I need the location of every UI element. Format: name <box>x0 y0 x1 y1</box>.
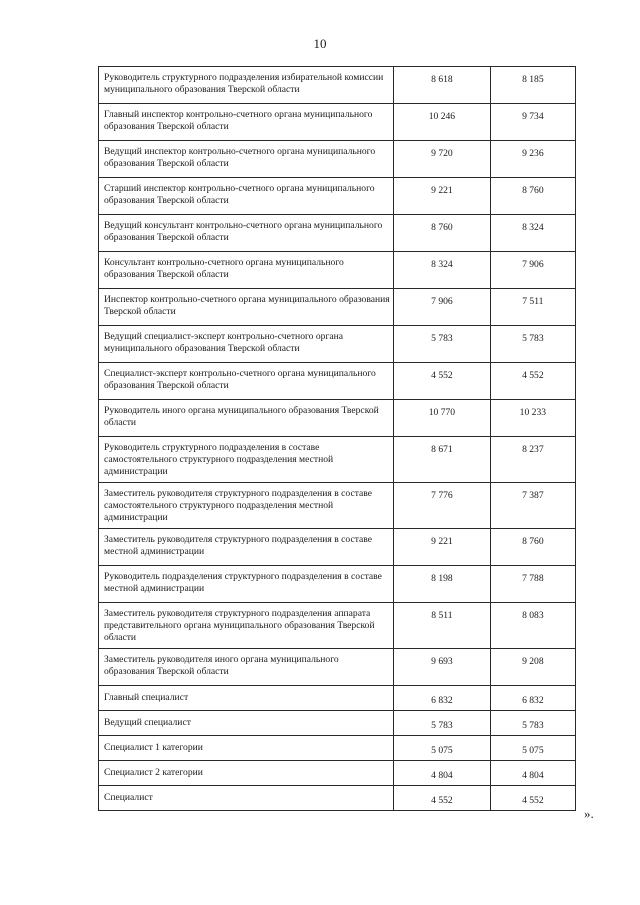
table-row <box>99 289 576 326</box>
value-1-cell: 8 324 <box>394 252 491 289</box>
value-2-cell: 7 387 <box>490 483 575 529</box>
table-row <box>99 363 576 400</box>
value-1-cell: 5 783 <box>394 326 491 363</box>
value-1-cell: 8 618 <box>394 67 491 104</box>
value-2-cell: 8 760 <box>490 529 575 566</box>
position-cell: Специалист 2 категории <box>99 761 394 786</box>
position-cell: Руководитель структурного подразделения в составе самостоятельного структурного подразделения местной администрации <box>99 437 394 483</box>
value-2-cell: 4 552 <box>490 363 575 400</box>
position-cell: Главный инспектор контрольно-счетного органа муниципального образования Тверской области <box>99 104 394 141</box>
value-1-cell: 4 552 <box>394 363 491 400</box>
table-row <box>99 252 576 289</box>
value-1-cell: 9 720 <box>394 141 491 178</box>
table-row <box>99 67 576 104</box>
table-row <box>99 786 576 811</box>
table-row <box>99 400 576 437</box>
position-cell: Заместитель руководителя иного органа муниципального образования Тверской области <box>99 649 394 686</box>
value-2-cell: 8 760 <box>490 178 575 215</box>
table-row <box>99 104 576 141</box>
value-1-cell: 9 221 <box>394 178 491 215</box>
position-cell: Ведущий специалист <box>99 711 394 736</box>
table-row <box>99 649 576 686</box>
value-2-cell: 5 783 <box>490 711 575 736</box>
value-1-cell: 8 671 <box>394 437 491 483</box>
value-2-cell: 4 552 <box>490 786 575 811</box>
position-cell: Специалист 1 категории <box>99 736 394 761</box>
table-row <box>99 483 576 529</box>
value-2-cell: 7 788 <box>490 566 575 603</box>
salary-table <box>98 66 576 811</box>
position-cell: Главный специалист <box>99 686 394 711</box>
table-row <box>99 215 576 252</box>
position-cell: Ведущий специалист-эксперт контрольно-счетного органа муниципального образования Тверской области <box>99 326 394 363</box>
value-1-cell: 10 770 <box>394 400 491 437</box>
table-row <box>99 529 576 566</box>
position-cell: Заместитель руководителя структурного подразделения в составе самостоятельного структурного подразделения местной администрации <box>99 483 394 529</box>
value-1-cell: 8 511 <box>394 603 491 649</box>
table-row <box>99 736 576 761</box>
table-row <box>99 711 576 736</box>
value-2-cell: 7 906 <box>490 252 575 289</box>
table-row <box>99 326 576 363</box>
value-1-cell: 7 776 <box>394 483 491 529</box>
position-cell: Старший инспектор контрольно-счетного органа муниципального образования Тверской области <box>99 178 394 215</box>
position-cell: Заместитель руководителя структурного подразделения аппарата представительного органа муниципального образования Тверской области <box>99 603 394 649</box>
table-row <box>99 566 576 603</box>
value-2-cell: 4 804 <box>490 761 575 786</box>
position-cell: Специалист-эксперт контрольно-счетного органа муниципального образования Тверской области <box>99 363 394 400</box>
position-cell: Ведущий инспектор контрольно-счетного органа муниципального образования Тверской области <box>99 141 394 178</box>
value-2-cell: 8 083 <box>490 603 575 649</box>
position-cell: Специалист <box>99 786 394 811</box>
position-cell: Ведущий консультант контрольно-счетного органа муниципального образования Тверской области <box>99 215 394 252</box>
position-cell: Инспектор контрольно-счетного органа муниципального образования Тверской области <box>99 289 394 326</box>
value-2-cell: 10 233 <box>490 400 575 437</box>
value-1-cell: 6 832 <box>394 686 491 711</box>
value-2-cell: 8 237 <box>490 437 575 483</box>
page-number: 10 <box>313 36 327 51</box>
value-2-cell: 9 236 <box>490 141 575 178</box>
value-1-cell: 5 783 <box>394 711 491 736</box>
table-row <box>99 141 576 178</box>
value-2-cell: 9 734 <box>490 104 575 141</box>
value-1-cell: 8 760 <box>394 215 491 252</box>
value-2-cell: 6 832 <box>490 686 575 711</box>
value-1-cell: 5 075 <box>394 736 491 761</box>
position-cell: Консультант контрольно-счетного органа муниципального образования Тверской области <box>99 252 394 289</box>
value-1-cell: 9 221 <box>394 529 491 566</box>
value-1-cell: 8 198 <box>394 566 491 603</box>
value-2-cell: 9 208 <box>490 649 575 686</box>
value-1-cell: 10 246 <box>394 104 491 141</box>
value-2-cell: 5 783 <box>490 326 575 363</box>
value-1-cell: 4 552 <box>394 786 491 811</box>
value-2-cell: 8 185 <box>490 67 575 104</box>
table-row <box>99 437 576 483</box>
position-cell: Руководитель иного органа муниципального образования Тверской области <box>99 400 394 437</box>
position-cell: Руководитель подразделения структурного подразделения в составе местной администрации <box>99 566 394 603</box>
value-2-cell: 5 075 <box>490 736 575 761</box>
value-1-cell: 7 906 <box>394 289 491 326</box>
value-2-cell: 7 511 <box>490 289 575 326</box>
value-1-cell: 9 693 <box>394 649 491 686</box>
position-cell: Руководитель структурного подразделения избирательной комиссии муниципального образования Тверской области <box>99 67 394 104</box>
position-cell: Заместитель руководителя структурного подразделения в составе местной администрации <box>99 529 394 566</box>
value-2-cell: 8 324 <box>490 215 575 252</box>
table-row <box>99 686 576 711</box>
table-row <box>99 603 576 649</box>
table-row <box>99 178 576 215</box>
table-row <box>99 761 576 786</box>
closing-quote: ». <box>584 806 594 821</box>
value-1-cell: 4 804 <box>394 761 491 786</box>
